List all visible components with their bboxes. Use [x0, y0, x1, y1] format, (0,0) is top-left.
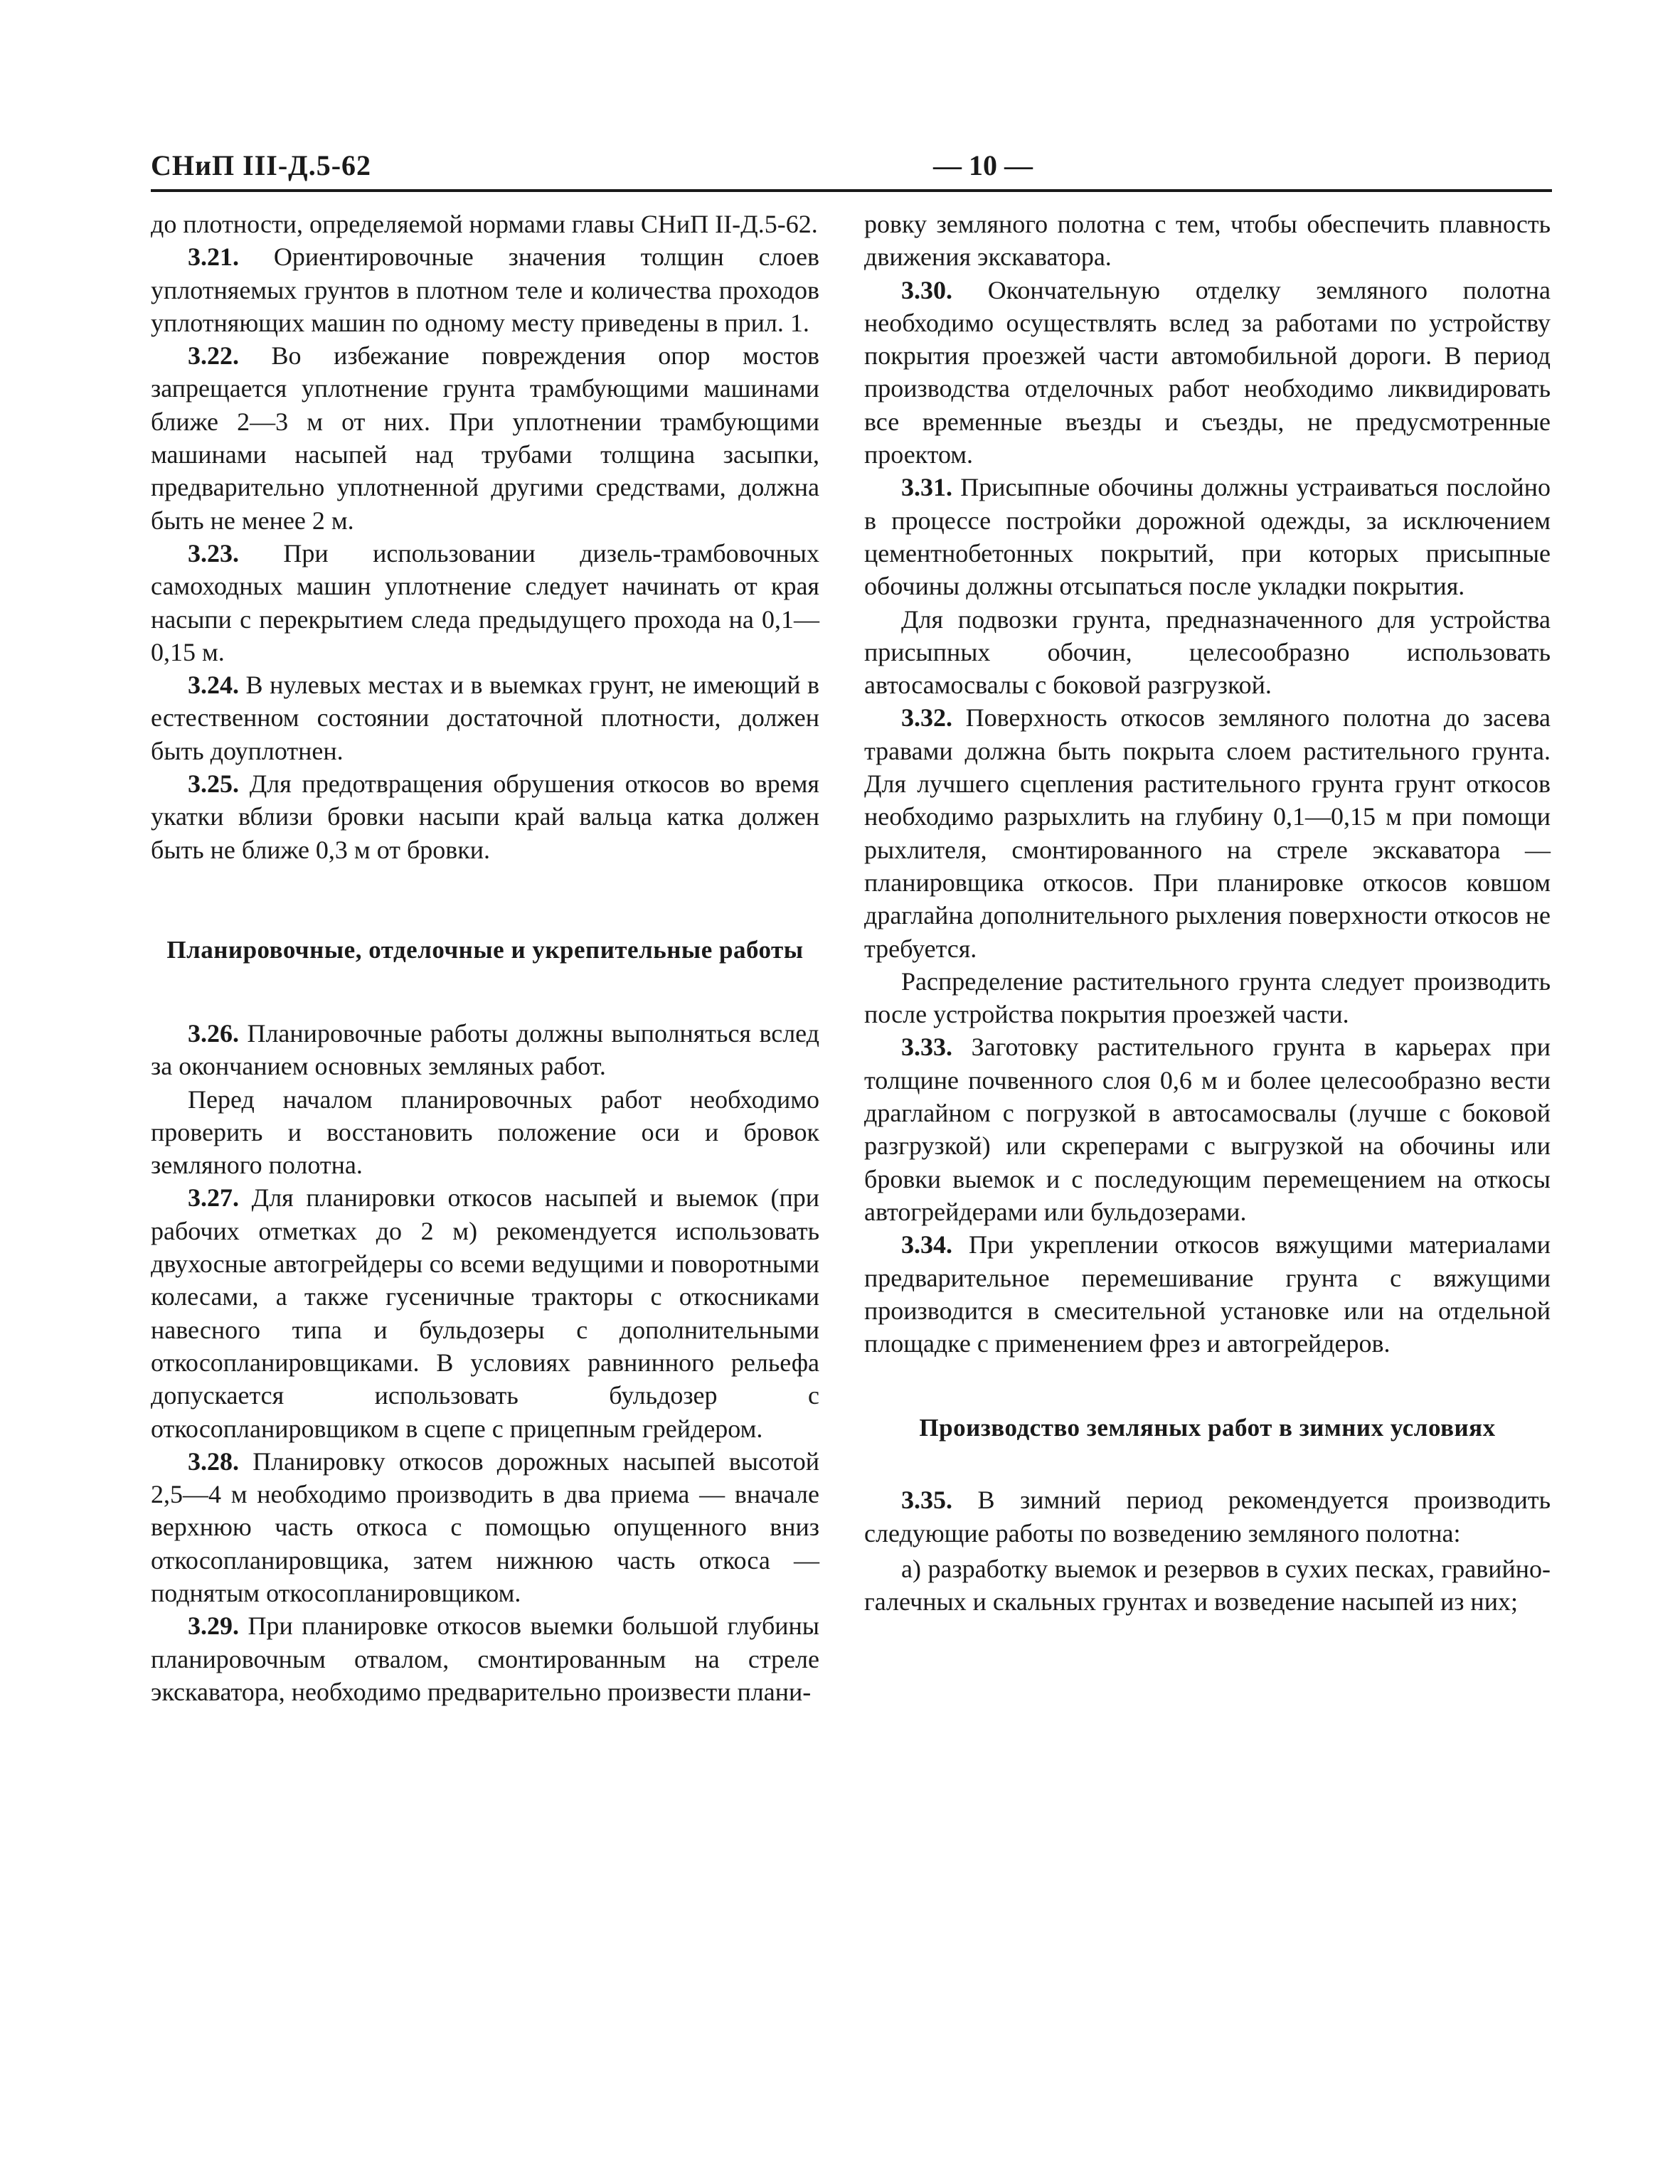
paragraph-3-23	[151, 537, 819, 668]
paragraph-3-26-b: Перед началом планировочных работ необходимо проверить и восстановить положение оси и бровок земляного полотна.	[151, 1085, 819, 1180]
paragraph-3-24	[151, 668, 819, 767]
clause-number: 3.28.	[188, 1447, 239, 1476]
clause-text: Для предотвращения обрушения откосов во время укатки вблизи бровки насыпи край вальца катка должен быть не ближе 0,3 м от бровки.	[151, 769, 819, 864]
page-header	[151, 146, 1552, 188]
clause-number: 3.31.	[901, 473, 952, 502]
list-item-a: а) разработку выемок и резервов в сухих песках, гравийно-галечных и скальных грунтах и возведение насыпей из них;	[864, 1554, 1551, 1616]
left-column	[151, 208, 819, 1708]
clause-number: 3.32.	[901, 703, 952, 733]
paragraph-3-31-b: Для подвозки грунта, предназначенного для устройства присыпных обочин, целесообразно использовать автосамосвалы с боковой разгрузкой.	[864, 604, 1551, 700]
section-heading-planning: Планировочные, отделочные и укрепительные работы	[166, 935, 804, 964]
paragraph-3-22	[151, 339, 819, 537]
clause-text: В зимний период рекомендуется производить следующие работы по возведению земляного полотна:	[864, 1486, 1551, 1548]
clause-number: 3.34.	[901, 1230, 952, 1259]
paragraph-3-27	[151, 1181, 819, 1444]
paragraph-3-30	[864, 274, 1551, 472]
paragraph-3-32	[864, 701, 1551, 964]
clause-text: Во избежание повреждения опор мостов запрещается уплотнение грунта трамбующими машинами ближе 2—3 м от них. При уплотнении трамбующими машинами насыпей над трубами толщина засыпки, предварительно уплотненной другими средствами, должна быть не менее 2 м.	[151, 341, 820, 535]
paragraph-3-21	[151, 240, 819, 339]
clause-number: 3.29.	[188, 1612, 239, 1641]
clause-number: 3.25.	[188, 769, 239, 799]
paragraph-3-28	[151, 1445, 819, 1609]
paragraph-3-32-b: Распределение растительного грунта следует производить после устройства покрытия проезжей части.	[864, 966, 1551, 1029]
page-number: — 10 —	[933, 149, 1033, 181]
clause-number: 3.27.	[188, 1183, 239, 1213]
paragraph-3-26	[151, 1017, 819, 1083]
paragraph-continuation: ровку земляного полотна с тем, чтобы обеспечить плавность движения экскаватора.	[864, 210, 1551, 272]
clause-text: Поверхность откосов земляного полотна до засева травами должна быть покрыта слоем растительного грунта. Для лучшего сцепления растительного грунта грунт откосов необходимо разрыхлить на глубину 0,1—0,15 м при помощи рыхлителя, смонтированного на стреле экскаватора — планировщика откосов. При планировке откосов ковшом драглайна дополнительного рыхления поверхности откосов не требуется.	[864, 703, 1551, 963]
clause-text: Ориентировочные значения толщин слоев уплотняемых грунтов в плотном теле и количества проходов уплотняющих машин по одному месту приведены в прил. 1.	[151, 243, 820, 337]
clause-text: Окончательную отделку земляного полотна необходимо осуществлять вслед за работами по устройству покрытия проезжей части автомобильной дороги. В период производства отделочных работ необходимо ликвидировать все временные въезды и съезды, не предусмотренные проектом.	[864, 275, 1551, 469]
paragraph-3-31	[864, 471, 1551, 602]
paragraph-3-34	[864, 1228, 1551, 1360]
clause-number: 3.22.	[188, 341, 239, 371]
clause-number: 3.30.	[901, 275, 952, 304]
document-code: СНиП III-Д.5-62	[151, 149, 372, 181]
section-heading-winter: Производство земляных работ в зимних условиях	[919, 1414, 1496, 1442]
clause-text: Присыпные обочины должны устраиваться послойно в процессе постройки дорожной одежды, за исключением цементнобетонных покрытий, при которых присыпные обочины должны отсыпаться после укладки покрытия.	[864, 473, 1551, 601]
clause-text: При укреплении откосов вяжущими материалами предварительное перемешивание грунта с вяжущими производится в смесительной установке или на отдельной площадке с применением фрез и автогрейдеров.	[864, 1230, 1551, 1358]
clause-number: 3.23.	[188, 538, 239, 568]
clause-text: Планировку откосов дорожных насыпей высотой 2,5—4 м необходимо производить в два приема — вначале верхнюю часть откоса с помощью опущенного вниз откосопланировщика, затем нижнюю часть откоса — поднятым откосопланировщиком.	[151, 1447, 820, 1607]
clause-text: Заготовку растительного грунта в карьерах при толщине почвенного слоя 0,6 м и более целесообразно вести драглайном с погрузкой в автосамосвалы (лучше с боковой разгрузкой) или скреперами с выгрузкой на обочины или бровки выемок и с последующим перемещением на откосы автогрейдерами или бульдозерами.	[864, 1033, 1551, 1226]
right-column	[864, 208, 1551, 1619]
clause-number: 3.33.	[901, 1033, 952, 1062]
clause-text: При планировке откосов выемки большой глубины планировочным отвалом, смонтированным на стреле экскаватора, необходимо предварительно произвести плани-	[151, 1612, 819, 1706]
paragraph-3-29	[151, 1609, 819, 1708]
paragraph-3-25	[151, 767, 819, 866]
clause-number: 3.26.	[188, 1018, 239, 1048]
clause-number: 3.24.	[188, 671, 239, 700]
clause-text: В нулевых местах и в выемках грунт, не имеющий в естественном состоянии достаточной плотности, должен быть доуплотнен.	[151, 671, 819, 765]
paragraph-3-35	[864, 1483, 1551, 1550]
paragraph-continuation: до плотности, определяемой нормами главы СНиП II-Д.5-62.	[151, 210, 818, 238]
paragraph-3-33	[864, 1030, 1551, 1228]
clause-number: 3.35.	[901, 1486, 952, 1515]
clause-number: 3.21.	[188, 243, 239, 272]
clause-text: Для планировки откосов насыпей и выемок (при рабочих отметках до 2 м) рекомендуется использовать двухосные автогрейдеры со всеми ведущими и поворотными колесами, а также гусеничные тракторы с откосниками навесного типа и бульдозеры с дополнительными откосопланировщиками. В условиях равнинного рельефа допускается использовать бульдозер с откосопланировщиком в сцепе с прицепным грейдером.	[151, 1183, 819, 1443]
clause-text: При использовании дизель-трамбовочных самоходных машин уплотнение следует начинать от края насыпи с перекрытием следа предыдущего прохода на 0,1—0,15 м.	[151, 538, 819, 666]
header-rule	[151, 189, 1552, 192]
clause-text: Планировочные работы должны выполняться вслед за окончанием основных земляных работ.	[151, 1018, 820, 1081]
